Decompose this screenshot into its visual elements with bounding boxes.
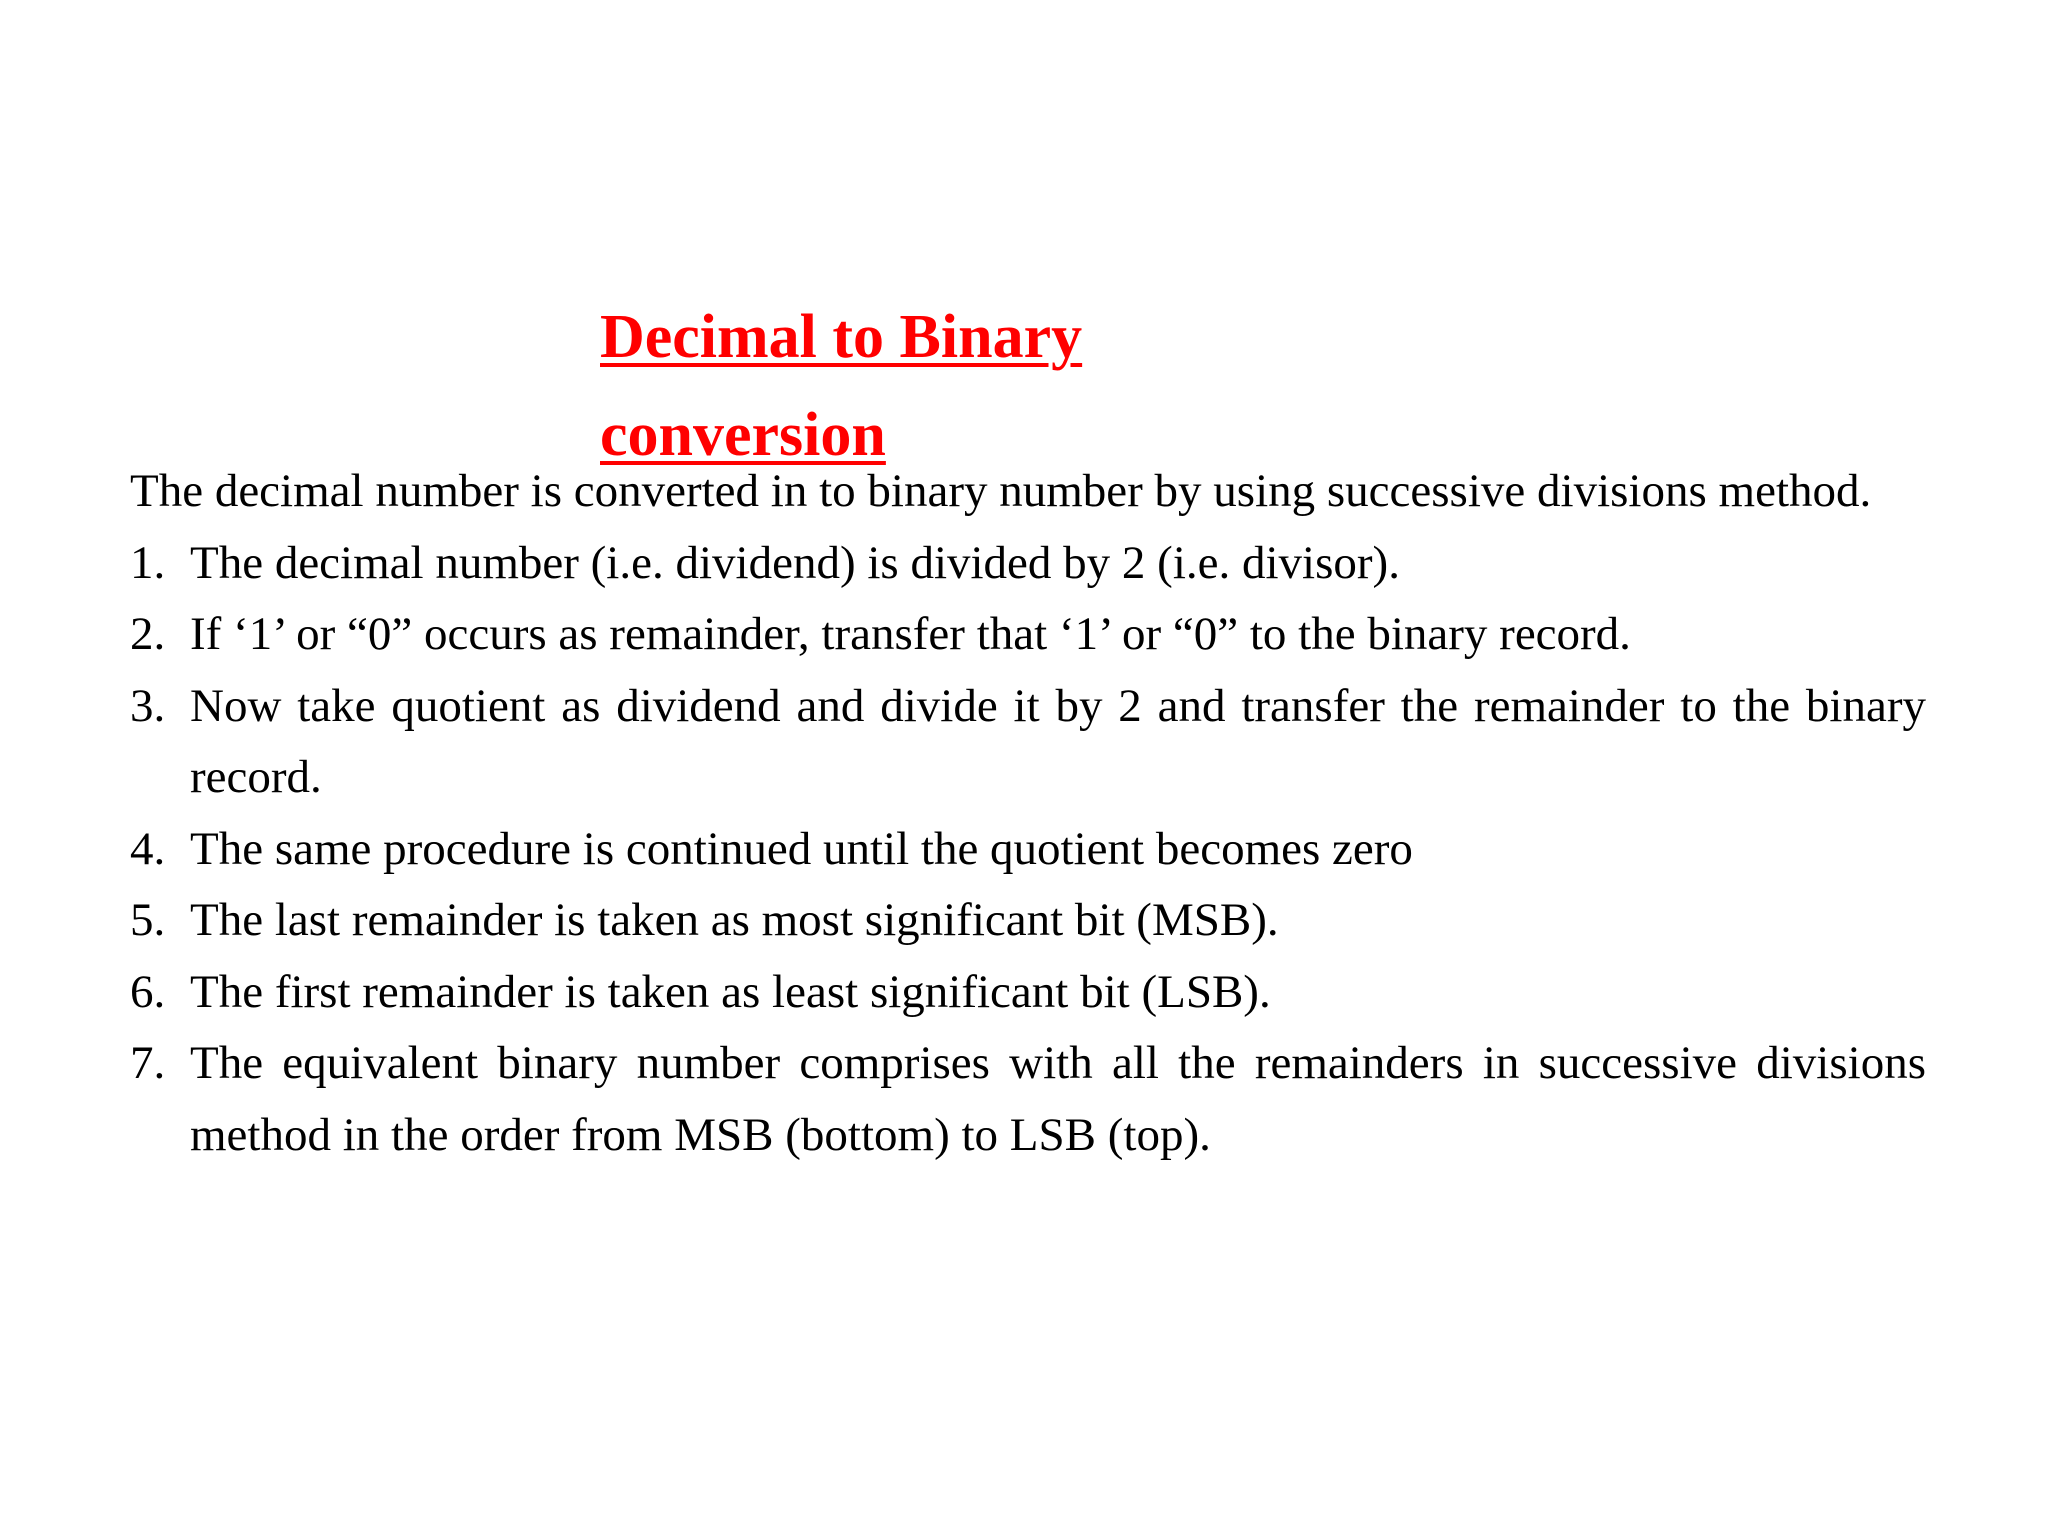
list-item bbox=[130, 599, 1926, 671]
step-text: The same procedure is continued until the quotient becomes zero bbox=[190, 822, 1413, 875]
step-number: 2. bbox=[130, 608, 166, 660]
step-text: Now take quotient as dividend and divide it by 2 and transfer the remainder to the binary record. bbox=[190, 679, 1926, 803]
step-number: 4. bbox=[130, 822, 166, 875]
list-item bbox=[130, 528, 1926, 600]
slide-title bbox=[600, 288, 1220, 484]
step-number: 6. bbox=[130, 965, 166, 1018]
list-item bbox=[130, 885, 1926, 957]
step-number: 5. bbox=[130, 894, 166, 946]
step-text: The last remainder is taken as most significant bit (MSB). bbox=[190, 894, 1279, 946]
list-item bbox=[130, 814, 1926, 886]
intro-paragraph: The decimal number is converted in to binary number by using successive divisions method. bbox=[130, 465, 1872, 517]
list-item bbox=[130, 1028, 1926, 1171]
step-number: 3. bbox=[130, 679, 166, 732]
list-item bbox=[130, 957, 1926, 1029]
slide-title-line-1: Decimal to Binary bbox=[600, 303, 1083, 371]
step-number: 1. bbox=[130, 536, 166, 589]
step-text: The equivalent binary number comprises with all the remainders in successive divisions method in the order from MSB (bottom) to LSB (top). bbox=[190, 1037, 1926, 1161]
step-number: 7. bbox=[130, 1037, 166, 1089]
slide-body bbox=[130, 456, 1926, 1171]
step-text: The decimal number (i.e. dividend) is divided by 2 (i.e. divisor). bbox=[190, 536, 1400, 589]
list-item bbox=[130, 671, 1926, 814]
slide-title-line-2: conversion bbox=[600, 401, 886, 469]
step-text: The first remainder is taken as least significant bit (LSB). bbox=[190, 965, 1271, 1018]
steps-list bbox=[130, 528, 1926, 1172]
step-text: If ‘1’ or “0” occurs as remainder, transfer that ‘1’ or “0” to the binary record. bbox=[190, 608, 1631, 660]
